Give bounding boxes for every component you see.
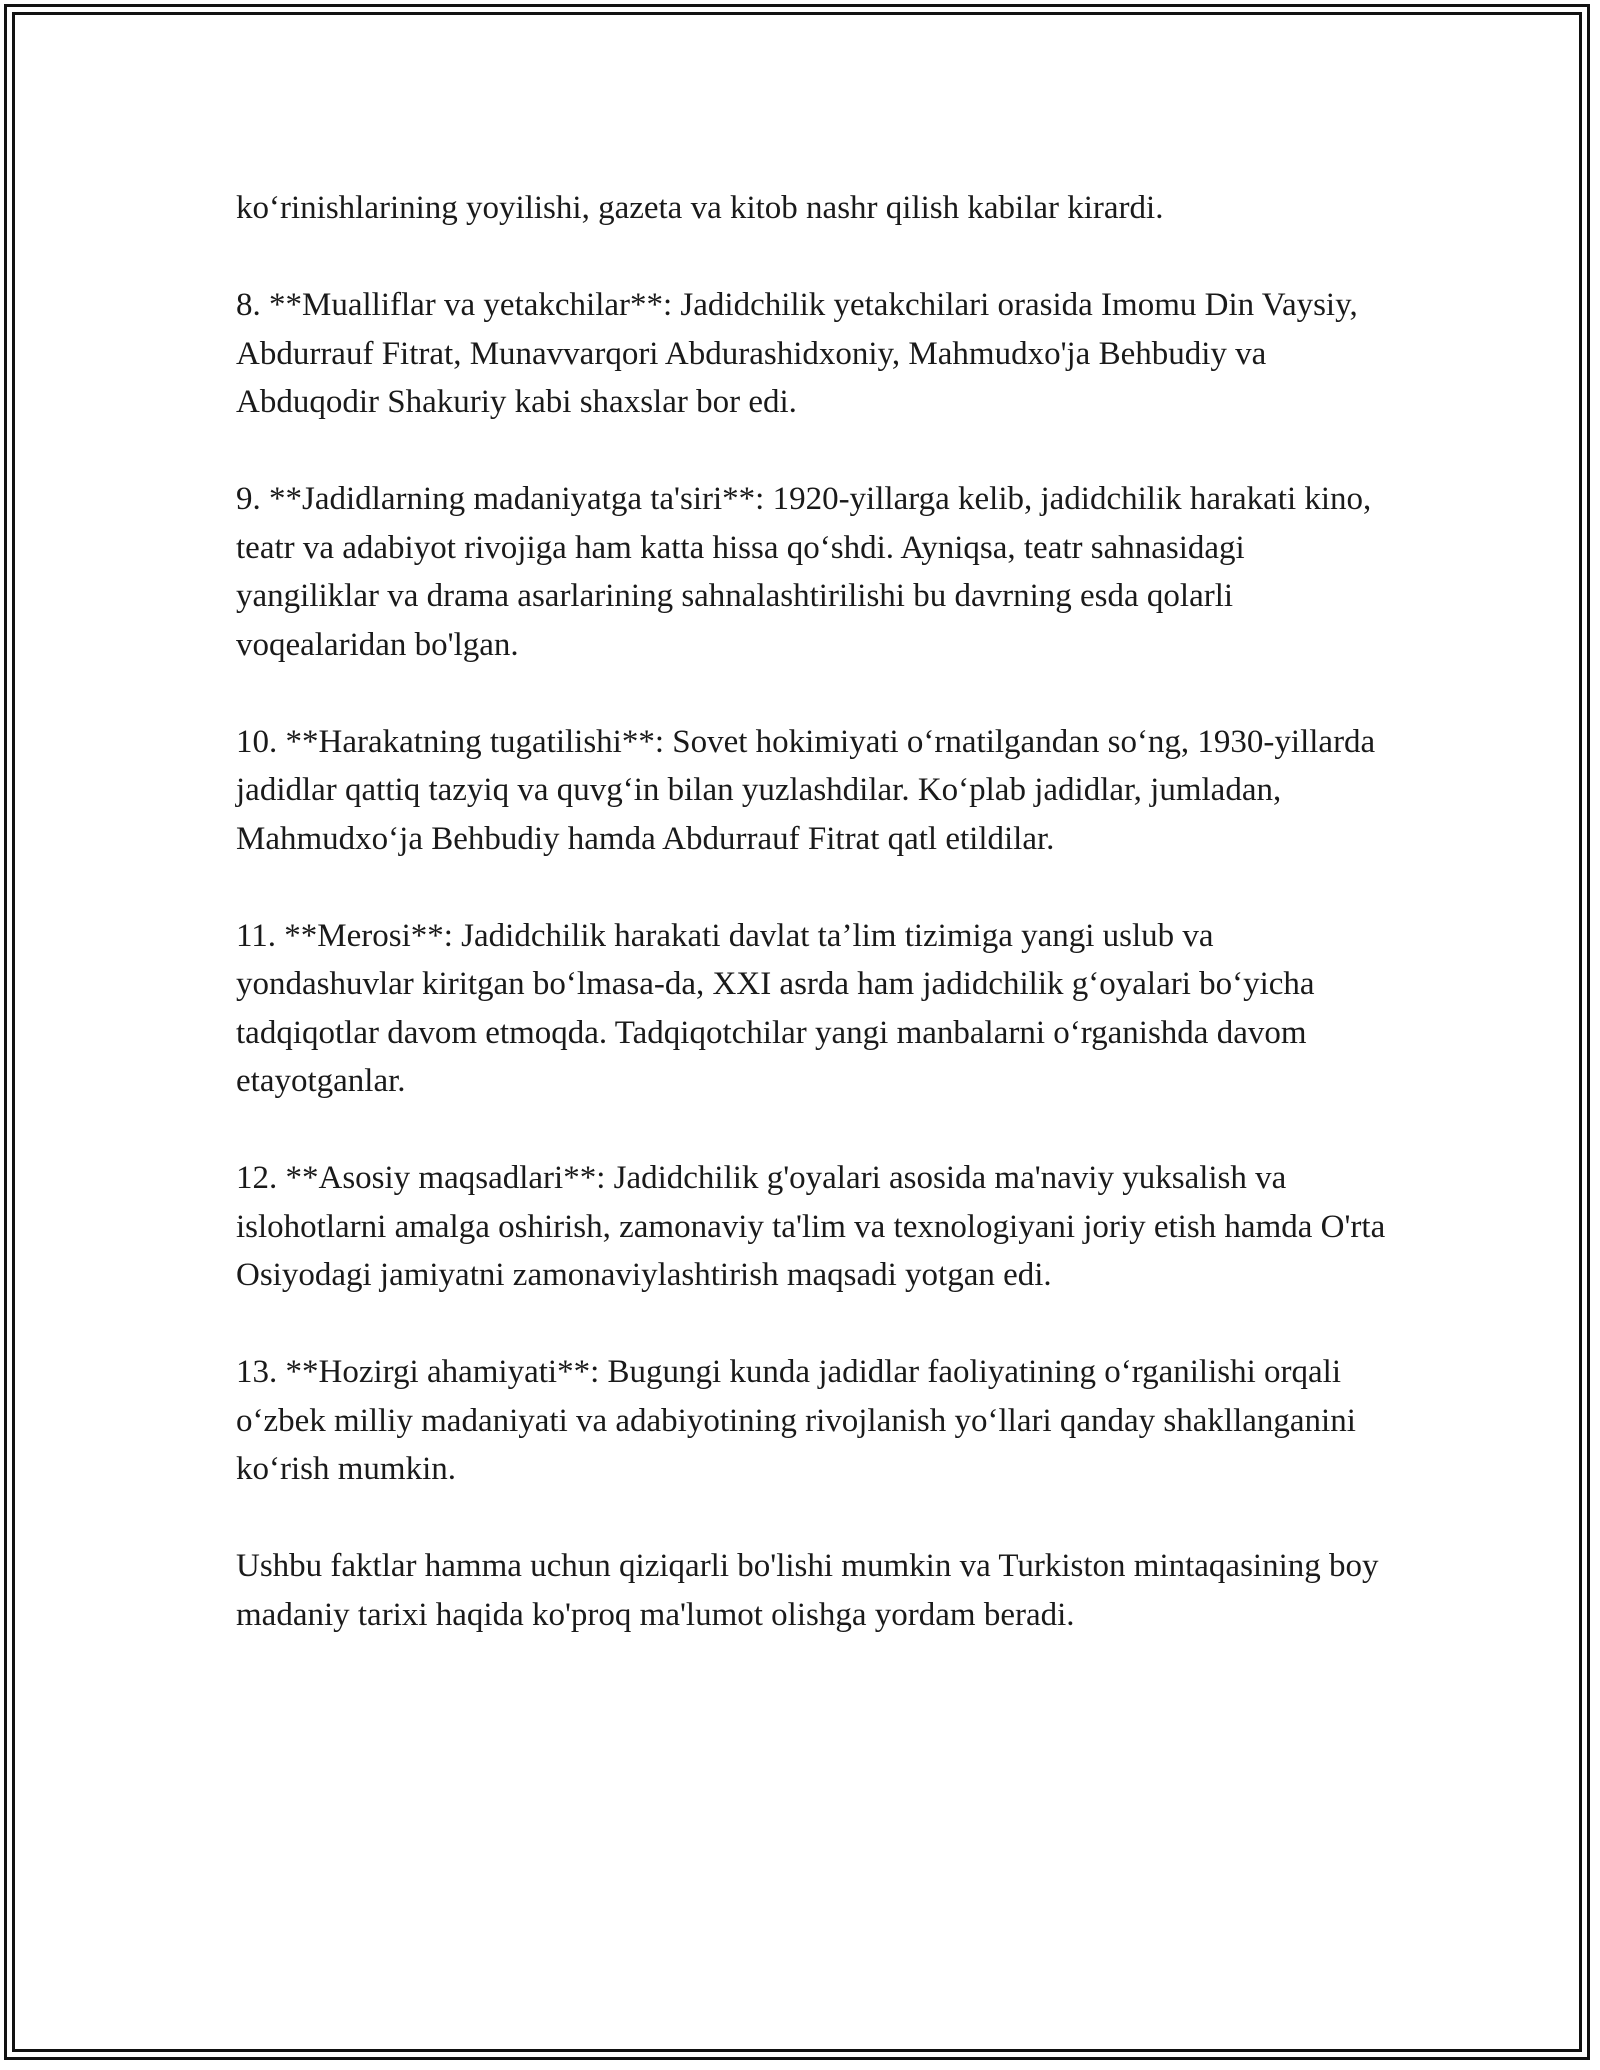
paragraph-item-9: 9. **Jadidlarning madaniyatga ta'siri**: 1920-yillarga kelib, jadidchilik harakati kino, teatr va adabiyot rivojiga ham katta hissa qo‘shdi. Ayniqsa, teatr sahnasidagi yangiliklar va drama asarlarining sahnalashtirilishi bu davrning esda qolarli voqealaridan bo'lgan. [236, 481, 1372, 663]
paragraph-conclusion: Ushbu faktlar hamma uchun qiziqarli bo'lishi mumkin va Turkiston mintaqasining boy madaniy tarixi haqida ko'proq ma'lumot olishga yordam beradi. [236, 1548, 1379, 1633]
paragraph-continuation: ko‘rinishlarining yoyilishi, gazeta va kitob nashr qilish kabilar kirardi. [236, 190, 1164, 226]
paragraph-item-12: 12. **Asosiy maqsadlari**: Jadidchilik g'oyalari asosida ma'naviy yuksalish va islohotlarni amalga oshirish, zamonaviy ta'lim va texnologiyani joriy etish hamda O'rta Osiyodagi jamiyatni zamonaviylashtirish maqsadi yotgan edi. [236, 1160, 1386, 1293]
document-body [236, 184, 1386, 1688]
paragraph-item-13: 13. **Hozirgi ahamiyati**: Bugungi kunda jadidlar faoliyatining o‘rganilishi orqali o‘zbek milliy madaniyati va adabiyotining rivojlanish yo‘llari qanday shakllanganini ko‘rish mumkin. [236, 1354, 1356, 1487]
paragraph-item-8: 8. **Mualliflar va yetakchilar**: Jadidchilik yetakchilari orasida Imomu Din Vaysiy, Abdurrauf Fitrat, Munavvarqori Abdurashidxoniy, Mahmudxo'ja Behbudiy va Abduqodir Shakuriy kabi shaxslar bor edi. [236, 287, 1358, 420]
paragraph-item-11: 11. **Merosi**: Jadidchilik harakati davlat ta’lim tizimiga yangi uslub va yondashuvlar kiritgan bo‘lmasa-da, XXI asrda ham jadidchilik g‘oyalari bo‘yicha tadqiqotlar davom etmoqda. Tadqiqotchilar yangi manbalarni o‘rganishda davom etayotganlar. [236, 917, 1315, 1099]
paragraph-item-10: 10. **Harakatning tugatilishi**: Sovet hokimiyati o‘rnatilgandan so‘ng, 1930-yillarda jadidlar qattiq tazyiq va quvg‘in bilan yuzlashdilar. Ko‘plab jadidlar, jumladan, Mahmudxo‘ja Behbudiy hamda Abdurrauf Fitrat qatl etildilar. [236, 723, 1376, 857]
